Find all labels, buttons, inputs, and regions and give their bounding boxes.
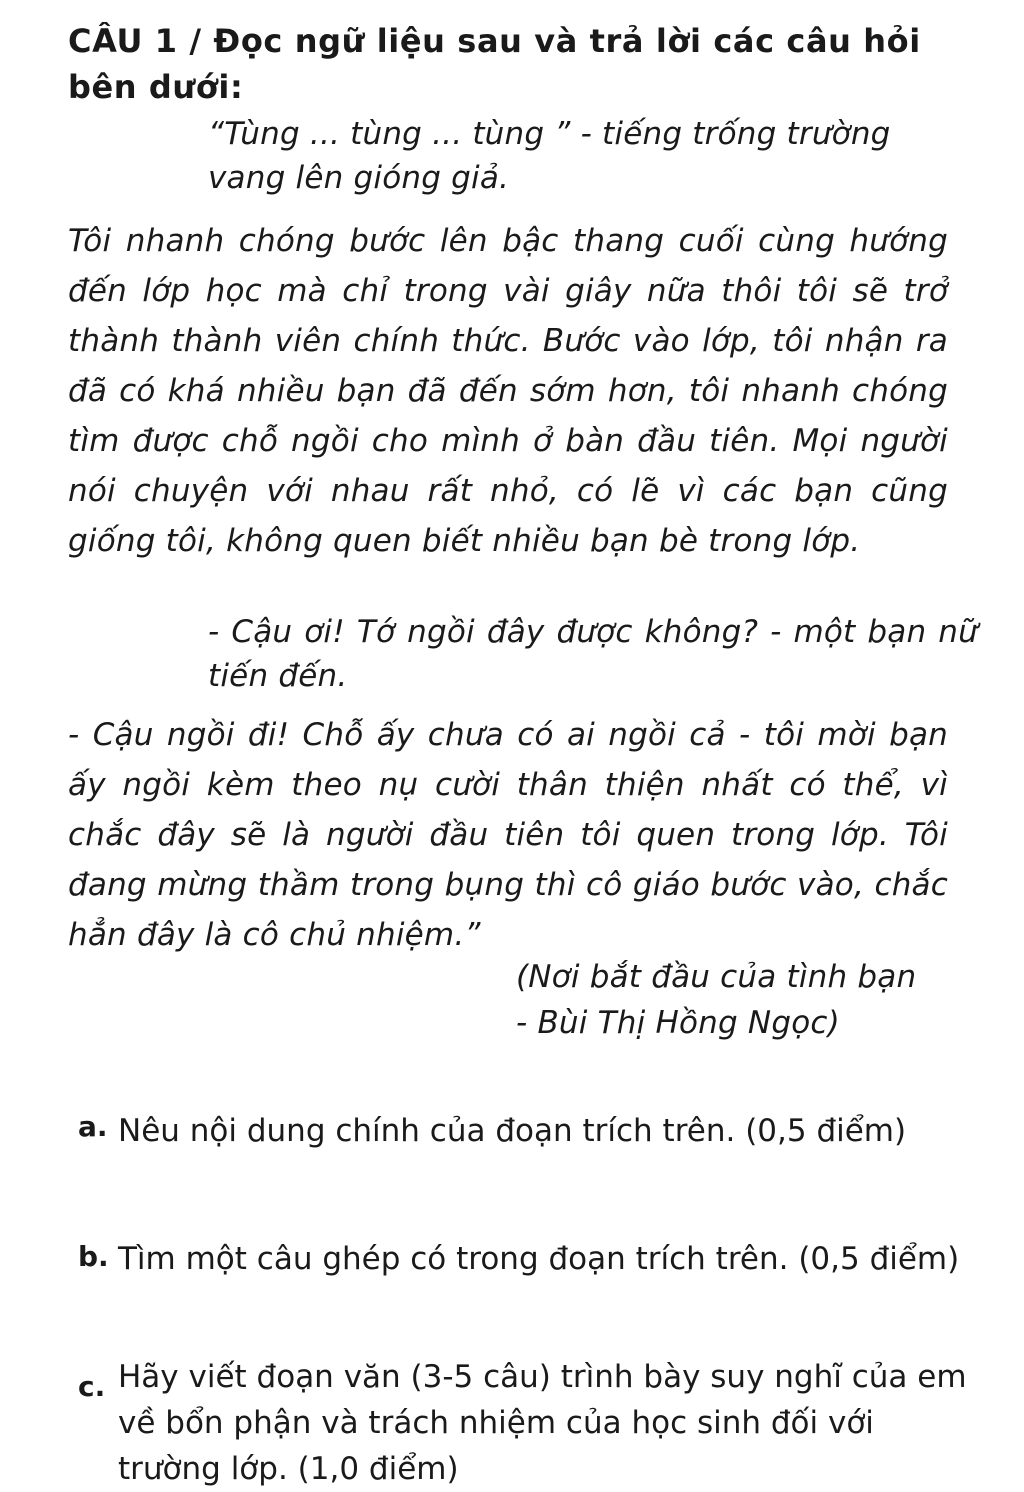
question-text: Hãy viết đoạn văn (3-5 câu) trình bày suy nghĩ của em về bổn phận và trách nhiệm của học sinh đối với trường lớp. (1,0 điểm) xyxy=(118,1359,967,1487)
question-item-a xyxy=(68,1100,968,1224)
question-marker: c. xyxy=(78,1370,106,1403)
excerpt-opening: “Tùng ... tùng ... tùng ” - tiếng trống trường vang lên gióng giả. xyxy=(208,116,891,196)
question-marker: a. xyxy=(78,1110,108,1143)
question-item-c xyxy=(68,1354,968,1492)
question-heading: CÂU 1 / Đọc ngữ liệu sau và trả lời các câu hỏi bên dưới: xyxy=(68,22,921,106)
question-marker: b. xyxy=(78,1240,109,1273)
question-text: Nêu nội dung chính của đoạn trích trên. (0,5 điểm) xyxy=(118,1113,907,1149)
excerpt-paragraph-1: Tôi nhanh chóng bước lên bậc thang cuối cùng hướng đến lớp học mà chỉ trong vài giây nữa thôi tôi sẽ trở thành thành viên chính thức. Bước vào lớp, tôi nhận ra đã có khá nhiều bạn đã đến sớm hơn, tôi nhanh chóng tìm được chỗ ngồi cho mình ở bàn đầu tiên. Mọi người nói chuyện với nhau rất nhỏ, có lẽ vì các bạn cũng giống tôi, không quen biết nhiều bạn bè trong lớp. xyxy=(68,223,948,559)
source-title-line: (Nơi bắt đầu của tình bạn xyxy=(516,959,917,995)
source-author-line: - Bùi Thị Hồng Ngọc) xyxy=(516,1005,840,1041)
excerpt-source xyxy=(516,954,986,1046)
question-list xyxy=(68,1100,968,1492)
excerpt-dialogue-1: - Cậu ơi! Tớ ngồi đây được không? - một bạn nữ tiến đến. xyxy=(208,614,978,694)
question-item-b xyxy=(68,1228,968,1352)
question-text: Tìm một câu ghép có trong đoạn trích trên. (0,5 điểm) xyxy=(118,1241,960,1277)
excerpt-paragraph-2: - Cậu ngồi đi! Chỗ ấy chưa có ai ngồi cả - tôi mời bạn ấy ngồi kèm theo nụ cười thân thiện nhất có thể, vì chắc đây sẽ là người đầu tiên tôi quen trong lớp. Tôi đang mừng thầm trong bụng thì cô giáo bước vào, chắc hẳn đây là cô chủ nhiệm.” xyxy=(68,717,948,953)
